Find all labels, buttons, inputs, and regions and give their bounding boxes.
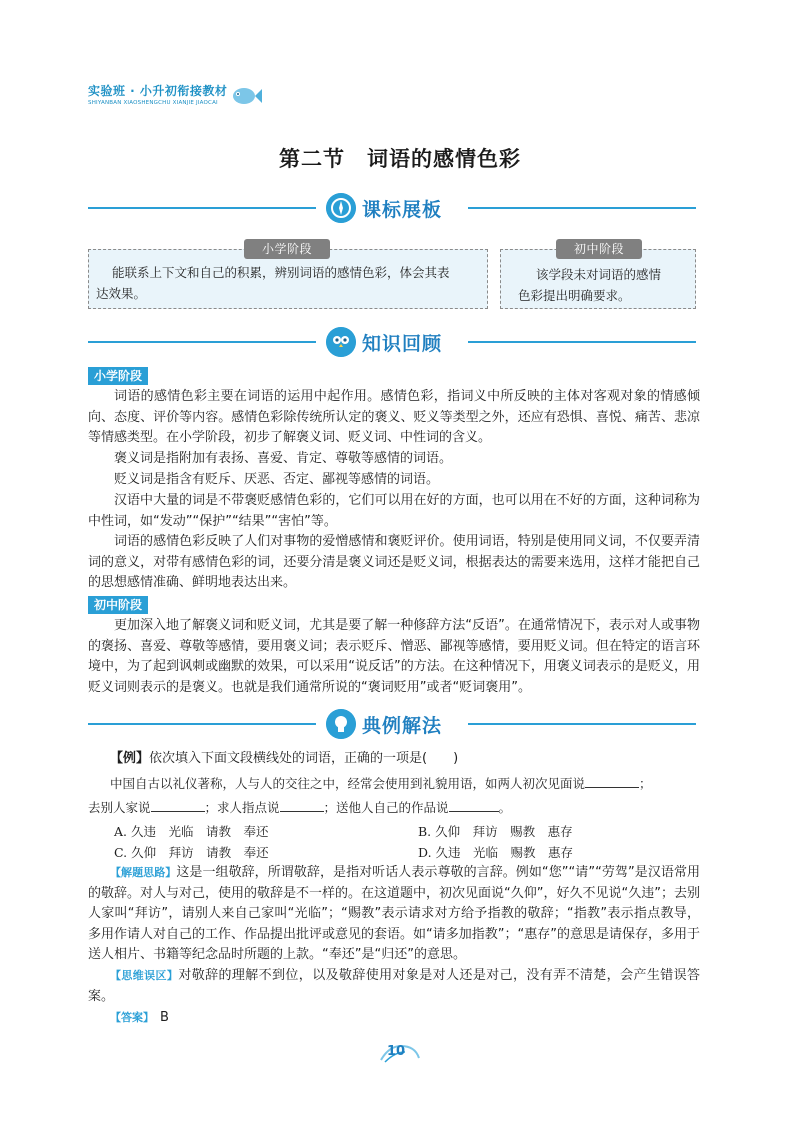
option-d: D. 久违 光临 赐教 惠存 xyxy=(418,845,574,860)
brand-subtitle: SHIYANBAN XIAOSHENGCHU XIANJIE JIAOCAI xyxy=(88,100,218,106)
junior-stage-text-2: 色彩提出明确要求。 xyxy=(518,288,631,303)
review-paragraph: 词语的感情色彩反映了人们对事物的爱憎感情和褒贬评价。使用词语，特别是使用同义词，不仅要弄清词的意义，对带有感情色彩的词，还要分清是褒义词还是贬义词，根据表达的需要来选用，这样才能把自己的思想感情准确、鲜明地表达出来。 xyxy=(88,534,700,590)
mistake-paragraph xyxy=(88,966,700,1007)
divider-curriculum xyxy=(0,193,800,223)
page-number xyxy=(375,1040,425,1066)
owl-icon xyxy=(326,327,356,357)
passage-text: ；求人指点说 xyxy=(204,800,280,815)
review-paragraph: 汉语中大量的词是不带褒贬感情色彩的，它们可以用在好的方面，也可以用在不好的方面，这种词称为中性词，如“发动”“保护”“结果”“害怕”等。 xyxy=(88,493,700,529)
fish-logo-icon xyxy=(228,84,262,108)
example-passage-line-1 xyxy=(88,774,700,794)
mistake-text: 对敬辞的理解不到位，以及敬辞使用对象是对人还是对己，没有弄不清楚，会产生错误答案。 xyxy=(88,968,700,1004)
section-title: 第二节 词语的感情色彩 xyxy=(279,147,521,171)
example-passage-line-2 xyxy=(88,798,700,818)
lightbulb-icon xyxy=(326,709,356,739)
page-number-text: 10 xyxy=(387,1044,406,1059)
junior-stage-text-1: 该学段未对词语的感情 xyxy=(536,267,662,282)
answer-text: B xyxy=(160,1010,169,1025)
divider-line xyxy=(88,207,316,209)
primary-stage-text-2: 达效果。 xyxy=(96,286,147,301)
option-a: A. 久违 光临 请教 奉还 xyxy=(114,824,269,839)
example-label: 【例】 xyxy=(110,751,150,766)
divider-label: 课标展板 xyxy=(362,199,443,221)
divider-line xyxy=(468,207,696,209)
divider-examples xyxy=(0,709,800,739)
review-paragraph: 褒义词是指附加有表扬、喜爱、肯定、尊敬等感情的词语。 xyxy=(114,451,453,466)
review-paragraph: 更加深入地了解褒义词和贬义词，尤其是要了解一种修辞方法“反语”。在通常情况下，表示对人或事物的褒扬、喜爱、尊敬等感情，要用褒义词；表示贬斥、憎恶、鄙视等感情，要用贬义词。但在特定的语言环境中，为了起到讽刺或幽默的效果，可以采用“说反话”的方法。在这种情况下，用褒义词表示的是贬义，用贬义词则表示的是褒义。也就是我们通常所说的“褒词贬用”或者“贬词褒用”。 xyxy=(88,618,700,695)
passage-text: 。 xyxy=(498,800,512,815)
divider-line xyxy=(468,341,696,343)
brand-header xyxy=(88,82,268,116)
fill-blank xyxy=(449,798,499,812)
analysis-text: 这是一组敬辞，所谓敬辞，是指对听话人表示尊敬的言辞。例如“您”“请”“劳驾”是汉语常用的敬辞。对人与对己，使用的敬辞是不一样的。在这道题中，初次见面说“久仰”，好久不见说“久违”；去别人家叫“拜访”，请别人来自己家叫“光临”；“赐教”表示请求对方给予指教的敬辞；“指教”表示指点教导，多用作请人对自己的工作、作品提出批评或意见的套语。如“请多加指教”；“惠存”的意思是请保存，多用于送人相片、书籍等纪念品时所题的上款。“奉还”是“归还”的意思。 xyxy=(88,865,700,962)
review-paragraph: 词语的感情色彩主要在词语的运用中起作用。感情色彩，指词义中所反映的主体对客观对象的情感倾向、态度、评价等内容。感情色彩除传统所认定的褒义、贬义等类型之外，还应有恐惧、喜悦、痛苦、悲凉等情感类型。在小学阶段，初步了解褒义词、贬义词、中性词的含义。 xyxy=(88,389,700,445)
junior-stage-tag: 初中阶段 xyxy=(556,239,642,259)
divider-review xyxy=(0,327,800,357)
answer-label: 【答案】 xyxy=(110,1011,154,1024)
divider-line xyxy=(468,723,696,725)
review-junior-tag: 初中阶段 xyxy=(88,596,148,614)
fill-blank xyxy=(151,798,205,812)
analysis-label: 【解题思路】 xyxy=(110,866,177,879)
primary-stage-text-1: 能联系上下文和自己的积累，辨别词语的感情色彩，体会其表 xyxy=(112,265,450,280)
fill-blank xyxy=(280,798,324,812)
fill-blank xyxy=(585,774,639,788)
passage-text: 去别人家说 xyxy=(88,800,151,815)
analysis-paragraph xyxy=(88,863,700,966)
compass-icon xyxy=(326,193,356,223)
divider-line xyxy=(88,341,316,343)
example-question-text: 依次填入下面文段横线处的词语，正确的一项是( ) xyxy=(149,751,459,766)
answer-paragraph xyxy=(88,1008,700,1029)
mistake-label: 【思维误区】 xyxy=(110,969,179,982)
passage-text: ；送他人自己的作品说 xyxy=(323,800,449,815)
divider-label: 知识回顾 xyxy=(362,333,443,355)
passage-text: 中国自古以礼仪著称，人与人的交往之中，经常会使用到礼貌用语，如两人初次见面说 xyxy=(110,776,586,791)
brand-title: 实验班 · 小升初衔接教材 xyxy=(88,84,228,98)
option-b: B. 久仰 拜访 赐教 惠存 xyxy=(418,824,573,839)
divider-line xyxy=(88,723,316,725)
option-c: C. 久仰 拜访 请教 奉还 xyxy=(114,845,269,860)
review-primary-tag: 小学阶段 xyxy=(88,367,148,385)
review-paragraph: 贬义词是指含有贬斥、厌恶、否定、鄙视等感情的词语。 xyxy=(114,472,440,487)
primary-stage-tag: 小学阶段 xyxy=(244,239,330,259)
example-question xyxy=(88,749,700,769)
passage-text: ； xyxy=(639,776,652,791)
divider-label: 典例解法 xyxy=(362,715,443,737)
